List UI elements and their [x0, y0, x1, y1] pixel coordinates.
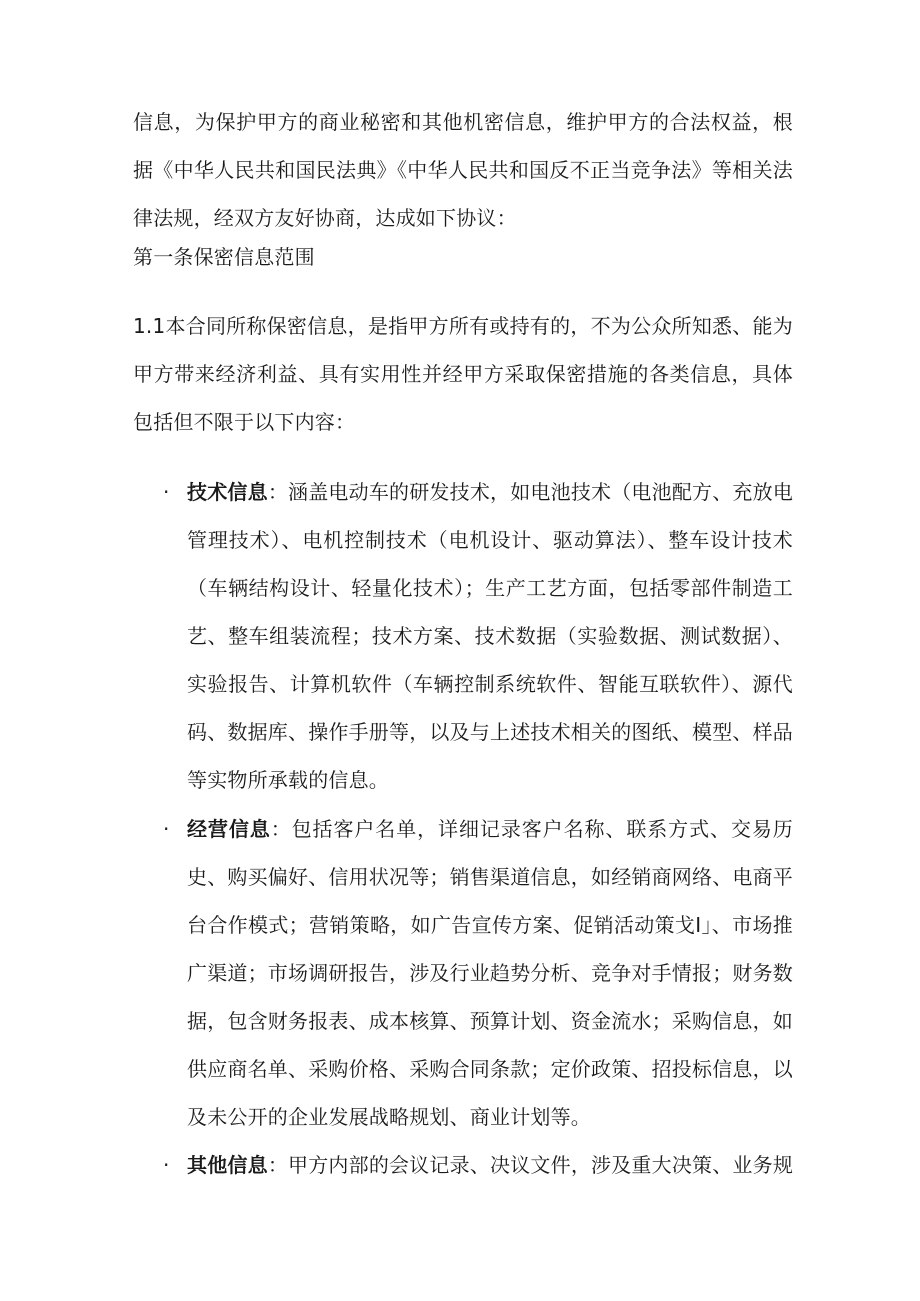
- bullet-marker: ·: [163, 1153, 170, 1177]
- list-item-separator: ：: [267, 480, 289, 504]
- list-item-other-info: [163, 1141, 793, 1189]
- list-item-separator: ：: [267, 1153, 289, 1177]
- list-item-separator: ：: [270, 817, 292, 841]
- list-item-text: 甲方内部的会议记录、决议文件，涉及重大决策、业务规: [288, 1153, 794, 1177]
- list-item-term: 其他信息: [187, 1153, 268, 1177]
- intro-paragraph: 信息，为保护甲方的商业秘密和其他机密信息，维护甲方的合法权益，根据《中华人民共和国民法典》《中华人民共和国反不正当竞争法》等相关法律法规，经双方友好协商，达成如下协议：: [133, 110, 793, 230]
- list-item-body: [187, 805, 793, 1141]
- list-item-text: 包括客户名单，详细记录客户名称、联系方式、交易历史、购买偏好、信用状况等；销售渠道信息，如经销商网络、电商平台合作模式；营销策略，如广告宣传方案、促销活动策戈I」、市场推广渠道；市场调研报告，涉及行业趋势分析、竞争对手情报；财务数据，包含财务报表、成本核算、预算计划、资金流水；采购信息，如供应商名单、采购价格、采购合同条款；定价政策、招投标信息，以及未公开的企业发展战略规划、商业计划等。: [187, 817, 793, 1129]
- bullet-marker: ·: [163, 480, 170, 504]
- list-item-text: 涵盖电动车的研发技术，如电池技术（电池配方、充放电管理技术）、电机控制技术（电机设计、驱动算法）、整车设计技术（车辆结构设计、轻量化技术）；生产工艺方面，包括零部件制造工艺、整车组装流程；技术方案、技术数据（实验数据、测试数据）、实验报告、计算机软件（车辆控制系统软件、智能互联软件）、源代码、数据库、操作手册等，以及与上述技术相关的图纸、模型、样品等实物所承载的信息。: [187, 480, 794, 792]
- list-item-term: 技术信息: [187, 480, 268, 504]
- article-heading: 第一条保密信息范围: [133, 245, 315, 269]
- list-item-technical-info: [163, 468, 793, 804]
- list-item-body: [187, 1141, 793, 1189]
- bullet-marker: ·: [163, 817, 170, 841]
- list-item-term: 经营信息: [187, 817, 271, 841]
- list-item-body: [187, 468, 793, 804]
- clause-1-1-paragraph: 1.1本合同所称保密信息，是指甲方所有或持有的，不为公众所知悉、能为甲方带来经济利益、具有实用性并经甲方采取保密措施的各类信息，具体包括但不限于以下内容：: [133, 314, 793, 434]
- list-item-business-info: [163, 805, 793, 1141]
